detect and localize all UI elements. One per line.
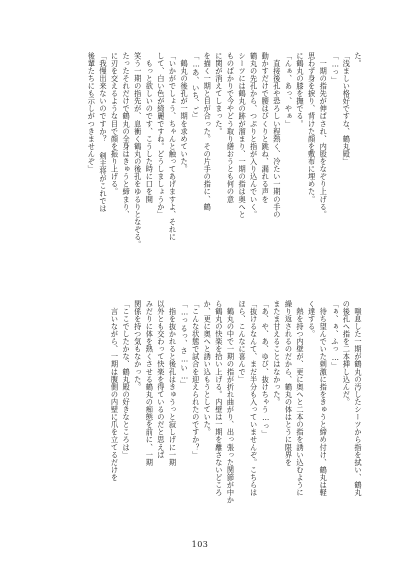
text-line: の後孔へ指を二本挿し込んだ。 bbox=[342, 300, 352, 406]
text-line: 指を抜かれると後孔はきゅうっと寂しげに一期 bbox=[168, 300, 178, 467]
text-line: ものばかりで今やどう取り繕おうとも何の意 bbox=[226, 52, 236, 203]
text-line: 笑う一期の指先が、息衝く鶴丸の後孔をゆるりとなぞる。 bbox=[133, 52, 143, 249]
text-line: シーツには鶴丸の跡が溜まり、一期の指は奥へと bbox=[238, 52, 248, 219]
page-number: 103 bbox=[191, 540, 209, 549]
text-line: 言いながら、一期は腹側の内壁に爪を立てるだけを bbox=[110, 300, 120, 482]
text-line: 「あ、や、あ、ゆび、抜けちゃう…っ」 bbox=[261, 300, 271, 438]
text-line: 「…っるっ、さ…い…」 bbox=[180, 300, 190, 389]
text-line: に鶴丸の膝を撫でる。 bbox=[296, 52, 306, 128]
text-line: 「浅ましい格好ですな、鶴丸殿」 bbox=[342, 52, 352, 166]
text-line: か、更に奥へと誘い込もうとしていた。 bbox=[203, 300, 213, 436]
text-line: たったそれだけで鶴丸の全身はきゅうと締まり、 bbox=[122, 52, 132, 219]
text-line: 一期の指先が伸ばされ、内股をなぞり上げる。 bbox=[319, 52, 329, 219]
text-line: 待ち望んでいた刺激に指をきゅうと締め付け、鶴丸は軽 bbox=[319, 300, 329, 497]
text-line: を描く一期と目が合った。その片手の指に、鶴 bbox=[203, 52, 213, 211]
text-line: 直接後孔や恐ろしい程熱く、冷たい一期の手の bbox=[272, 52, 282, 219]
text-line: 「我慢出来ないのですか？ 剣主将がこれでは bbox=[98, 52, 108, 213]
text-line: 熱を持つ内壁が、更に奥へと二本の指を誘い込むように bbox=[296, 300, 306, 497]
lower-text-block bbox=[24, 300, 364, 536]
text-line: 鶴丸の中で一期の指が折れ曲がり、出っ張った関節が中か bbox=[226, 300, 236, 504]
text-line: 「…っ」 bbox=[330, 52, 340, 84]
text-line: 繰り返されるのだから、鶴丸の体はとうに限界を bbox=[284, 300, 294, 467]
text-line: く達する。 bbox=[307, 300, 317, 338]
text-line: 関係を持つ気もなかった。 bbox=[133, 300, 143, 391]
text-line: ら鶴丸の快楽を拾い上げる。内壁は一期を離さないどころ bbox=[214, 300, 224, 497]
text-line: 思わず身を捩り、背けた顔を敷布に埋めた。 bbox=[307, 52, 317, 203]
text-line: 「こんな状態で試合を迎えられたのですか？」 bbox=[191, 300, 201, 459]
text-line: 「んぁ、あっ、やぁ」 bbox=[284, 52, 294, 128]
text-line: に関が消えてしまった。 bbox=[214, 52, 224, 136]
text-line: 「抜けるなんて、まだ半分も入っていませんぞ。こちらは bbox=[249, 300, 259, 497]
upper-text-block bbox=[24, 52, 364, 290]
text-line: 後輩たちにも示しがつきませんぞ」 bbox=[87, 52, 97, 173]
text-line: 「ぁ、ぁ、ふっ…」 bbox=[330, 300, 340, 370]
text-line: に刃を交えるような目で顔を振り上げる。 bbox=[110, 52, 120, 196]
text-line: ほら、こんなに喜んで」 bbox=[238, 300, 248, 384]
text-line: して、白い色が綺麗ですね。どうしましょうか」 bbox=[156, 52, 166, 219]
text-line: 「…あ、いち、ご」 bbox=[191, 52, 201, 122]
text-line: またま甘えることはなかった。 bbox=[272, 300, 282, 406]
text-line: もっと欲しいのです、こうした時に口を開 bbox=[145, 52, 155, 203]
text-line: 「ここでしたかな、鶴丸殿の好きなところは」 bbox=[122, 300, 132, 459]
text-line: た。 bbox=[354, 52, 363, 68]
text-line: 「いかがでしょう、ちゃんと触ってあげますよ、それに bbox=[168, 52, 178, 241]
text-line: 鶴丸の後孔が一期を求めていた。 bbox=[180, 52, 190, 173]
text-line: みだりに体を熱くさせる鶴丸の痴態を前に、一期 bbox=[145, 300, 155, 467]
text-line: 以外とも交わって快楽を得ているのだと思えば bbox=[156, 300, 166, 459]
text-line: 動かすだけで腰はびくりと跳ね、漏れる声を bbox=[261, 52, 271, 203]
text-line: 嗤息した一期が鶴丸の汚したシーツから指を拭い、鶴丸 bbox=[354, 300, 363, 497]
text-line: 鶴丸の先孔から、つぷりと指が入り込んでいく。 bbox=[249, 52, 259, 219]
